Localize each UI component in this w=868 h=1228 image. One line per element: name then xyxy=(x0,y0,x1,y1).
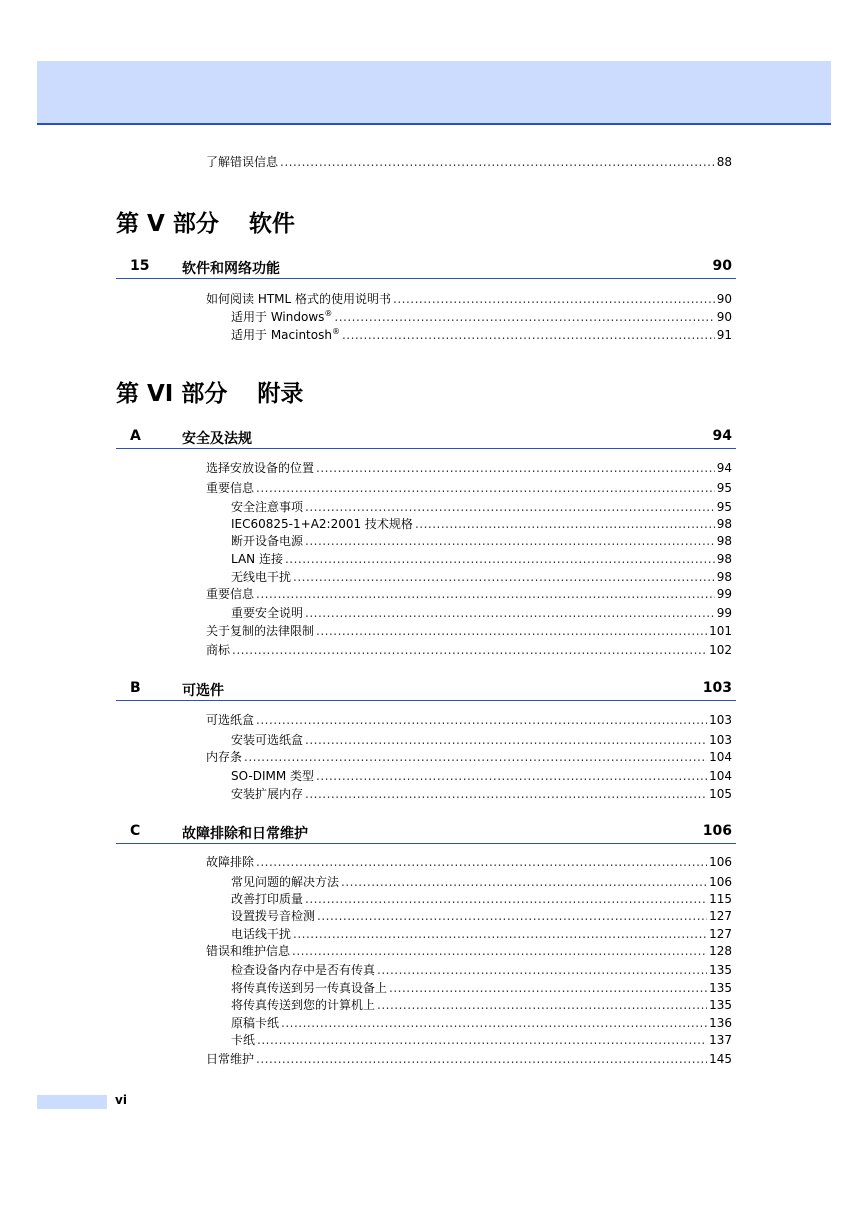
toc-leader-dots xyxy=(256,1050,707,1068)
toc-entry-page: 94 xyxy=(716,461,732,475)
toc-entry[interactable] xyxy=(206,479,732,497)
toc-entry-title: 可选纸盒 xyxy=(206,713,255,727)
toc-entry-page: 101 xyxy=(709,624,732,638)
toc-entry-title: 安装扩展内存 xyxy=(231,787,304,801)
toc-entry-title: 改善打印质量 xyxy=(231,892,304,906)
toc-entry-page: 145 xyxy=(709,1052,732,1066)
toc-entry[interactable] xyxy=(206,711,732,729)
toc-entry-title: 断开设备电源 xyxy=(231,534,304,548)
chapter-title: 可选件 xyxy=(182,683,224,699)
toc-entry-page: 104 xyxy=(709,769,732,783)
toc-entry[interactable] xyxy=(231,890,732,908)
chapter-number: B xyxy=(130,680,141,696)
toc-leader-dots xyxy=(244,748,707,766)
toc-leader-dots xyxy=(256,585,715,603)
part-name: 软件 xyxy=(248,211,295,237)
chapter-page: 94 xyxy=(712,428,732,444)
toc-entry[interactable] xyxy=(231,907,732,925)
toc-entry[interactable] xyxy=(231,767,732,785)
toc-entry[interactable] xyxy=(231,1014,732,1032)
toc-entry[interactable] xyxy=(206,641,732,659)
chapter-heading[interactable] xyxy=(116,821,736,844)
toc-entry-title: 卡纸 xyxy=(231,1033,256,1047)
toc-entry-page: 128 xyxy=(709,944,732,958)
toc-entry-title: 关于复制的法律限制 xyxy=(206,624,315,638)
toc-entry-title: 如何阅读 HTML 格式的使用说明书 xyxy=(206,292,392,306)
toc-entry-title: 重要安全说明 xyxy=(231,606,304,620)
toc-entry-title: 日常维护 xyxy=(206,1052,255,1066)
toc-leader-dots xyxy=(342,326,715,344)
toc-entry-title: LAN 连接 xyxy=(231,552,283,566)
part-title xyxy=(116,205,295,238)
toc-entry-page: 127 xyxy=(709,909,732,923)
toc-entry[interactable] xyxy=(231,550,732,568)
toc-leader-dots xyxy=(305,604,715,622)
part-label: 第 VI 部分 xyxy=(116,381,228,407)
toc-entry[interactable] xyxy=(231,308,732,326)
toc-leader-dots xyxy=(281,1014,707,1032)
chapter-page: 103 xyxy=(702,680,732,696)
part-label: 第 V 部分 xyxy=(116,211,219,237)
toc-entry-page: 98 xyxy=(716,570,732,584)
toc-leader-dots xyxy=(305,785,707,803)
toc-entry[interactable] xyxy=(206,153,732,171)
chapter-heading[interactable] xyxy=(116,426,736,449)
part-name: 附录 xyxy=(257,381,304,407)
toc-entry[interactable] xyxy=(231,1031,732,1049)
toc-leader-dots xyxy=(305,532,715,550)
toc-leader-dots xyxy=(317,907,707,925)
toc-entry-title: 设置拨号音检测 xyxy=(231,909,316,923)
header-rule xyxy=(37,123,831,125)
toc-leader-dots xyxy=(316,622,707,640)
toc-entry-page: 98 xyxy=(716,552,732,566)
toc-entry-title: 内存条 xyxy=(206,750,243,764)
chapter-number: 15 xyxy=(130,258,150,274)
toc-leader-dots xyxy=(256,479,715,497)
toc-entry-title: 选择安放设备的位置 xyxy=(206,461,315,475)
toc-entry[interactable] xyxy=(231,961,732,979)
toc-entry-title: 故障排除 xyxy=(206,855,255,869)
toc-entry-title: 将传真传送到您的计算机上 xyxy=(231,998,376,1012)
toc-leader-dots xyxy=(377,961,707,979)
toc-entry-page: 106 xyxy=(709,875,732,889)
footer-bar xyxy=(37,1095,107,1109)
toc-entry-title: 将传真传送到另一传真设备上 xyxy=(231,981,388,995)
toc-entry[interactable] xyxy=(231,873,732,891)
toc-leader-dots xyxy=(393,290,715,308)
toc-entry-page: 135 xyxy=(709,963,732,977)
toc-entry-page: 135 xyxy=(709,998,732,1012)
chapter-heading[interactable] xyxy=(116,256,736,279)
toc-leader-dots xyxy=(293,568,715,586)
part-title xyxy=(116,375,303,408)
toc-leader-dots xyxy=(256,853,707,871)
toc-entry-title: 商标 xyxy=(206,643,231,657)
toc-leader-dots xyxy=(256,711,707,729)
toc-entry-page: 104 xyxy=(709,750,732,764)
chapter-page: 106 xyxy=(702,823,732,839)
toc-entry-page: 106 xyxy=(709,855,732,869)
toc-entry-page: 105 xyxy=(709,787,732,801)
toc-entry-page: 99 xyxy=(716,606,732,620)
header-band xyxy=(37,61,831,123)
toc-entry-page: 115 xyxy=(709,892,732,906)
toc-entry[interactable] xyxy=(231,925,732,943)
toc-entry-page: 135 xyxy=(709,981,732,995)
toc-entry[interactable] xyxy=(231,731,732,749)
chapter-title: 安全及法规 xyxy=(182,431,252,447)
toc-entry-page: 137 xyxy=(709,1033,732,1047)
toc-entry[interactable] xyxy=(206,853,732,871)
toc-leader-dots xyxy=(285,550,715,568)
toc-entry-page: 95 xyxy=(716,481,732,495)
toc-entry-page: 98 xyxy=(716,517,732,531)
toc-entry[interactable] xyxy=(231,979,732,997)
toc-leader-dots xyxy=(280,153,715,171)
page-number: vi xyxy=(115,1093,127,1107)
chapter-title: 软件和网络功能 xyxy=(182,261,280,277)
toc-entry-page: 127 xyxy=(709,927,732,941)
toc-leader-dots xyxy=(292,942,707,960)
registered-mark: ® xyxy=(324,309,333,318)
toc-entry[interactable] xyxy=(231,498,732,516)
toc-entry[interactable] xyxy=(206,585,732,603)
toc-entry-page: 90 xyxy=(716,310,732,324)
toc-entry-title: 安装可选纸盒 xyxy=(231,733,304,747)
toc-leader-dots xyxy=(415,515,715,533)
toc-entry-title: 无线电干扰 xyxy=(231,570,292,584)
toc-entry-page: 103 xyxy=(709,733,732,747)
toc-entry-title: 原稿卡纸 xyxy=(231,1016,280,1030)
toc-leader-dots xyxy=(305,498,715,516)
toc-entry-page: 103 xyxy=(709,713,732,727)
toc-leader-dots xyxy=(316,459,715,477)
toc-leader-dots xyxy=(305,890,707,908)
toc-entry[interactable] xyxy=(231,996,732,1014)
toc-entry[interactable] xyxy=(206,942,732,960)
toc-leader-dots xyxy=(334,308,714,326)
toc-entry[interactable] xyxy=(206,290,732,308)
chapter-title: 故障排除和日常维护 xyxy=(182,826,308,842)
toc-entry-title: 适用于 Windows® xyxy=(231,309,333,324)
toc-entry[interactable] xyxy=(206,622,732,640)
toc-entry-title: 错误和维护信息 xyxy=(206,944,291,958)
chapter-heading[interactable] xyxy=(116,678,736,701)
toc-entry[interactable] xyxy=(206,1050,732,1068)
toc-entry-title: SO-DIMM 类型 xyxy=(231,769,315,783)
toc-entry-page: 136 xyxy=(709,1016,732,1030)
toc-entry-title: 了解错误信息 xyxy=(206,155,279,169)
toc-entry-page: 102 xyxy=(709,643,732,657)
toc-entry-title: 重要信息 xyxy=(206,481,255,495)
toc-leader-dots xyxy=(377,996,707,1014)
toc-leader-dots xyxy=(389,979,707,997)
toc-entry-title: 检查设备内存中是否有传真 xyxy=(231,963,376,977)
toc-entry-title: 适用于 Macintosh® xyxy=(231,327,340,342)
chapter-number: A xyxy=(130,428,141,444)
toc-entry-title: IEC60825-1+A2:2001 技术规格 xyxy=(231,517,413,531)
toc-entry[interactable] xyxy=(206,748,732,766)
toc-entry[interactable] xyxy=(206,459,732,477)
toc-entry-title: 安全注意事项 xyxy=(231,500,304,514)
toc-entry-title: 电话线干扰 xyxy=(231,927,292,941)
toc-entry[interactable] xyxy=(231,604,732,622)
toc-entry[interactable] xyxy=(231,515,732,533)
toc-entry-title: 重要信息 xyxy=(206,587,255,601)
toc-entry-page: 90 xyxy=(716,292,732,306)
registered-mark: ® xyxy=(331,327,340,336)
toc-entry-title: 常见问题的解决方法 xyxy=(231,875,340,889)
chapter-page: 90 xyxy=(712,258,732,274)
toc-entry-page: 91 xyxy=(716,328,732,342)
toc-leader-dots xyxy=(232,641,707,659)
toc-entry[interactable] xyxy=(231,568,732,586)
toc-leader-dots xyxy=(316,767,707,785)
toc-leader-dots xyxy=(341,873,707,891)
toc-entry-page: 99 xyxy=(716,587,732,601)
toc-entry-page: 88 xyxy=(716,155,732,169)
toc-entry[interactable] xyxy=(231,785,732,803)
toc-entry-page: 95 xyxy=(716,500,732,514)
toc-entry[interactable] xyxy=(231,532,732,550)
toc-entry[interactable] xyxy=(231,326,732,344)
toc-leader-dots xyxy=(293,925,707,943)
toc-leader-dots xyxy=(257,1031,707,1049)
toc-leader-dots xyxy=(305,731,707,749)
chapter-number: C xyxy=(130,823,141,839)
toc-entry-page: 98 xyxy=(716,534,732,548)
